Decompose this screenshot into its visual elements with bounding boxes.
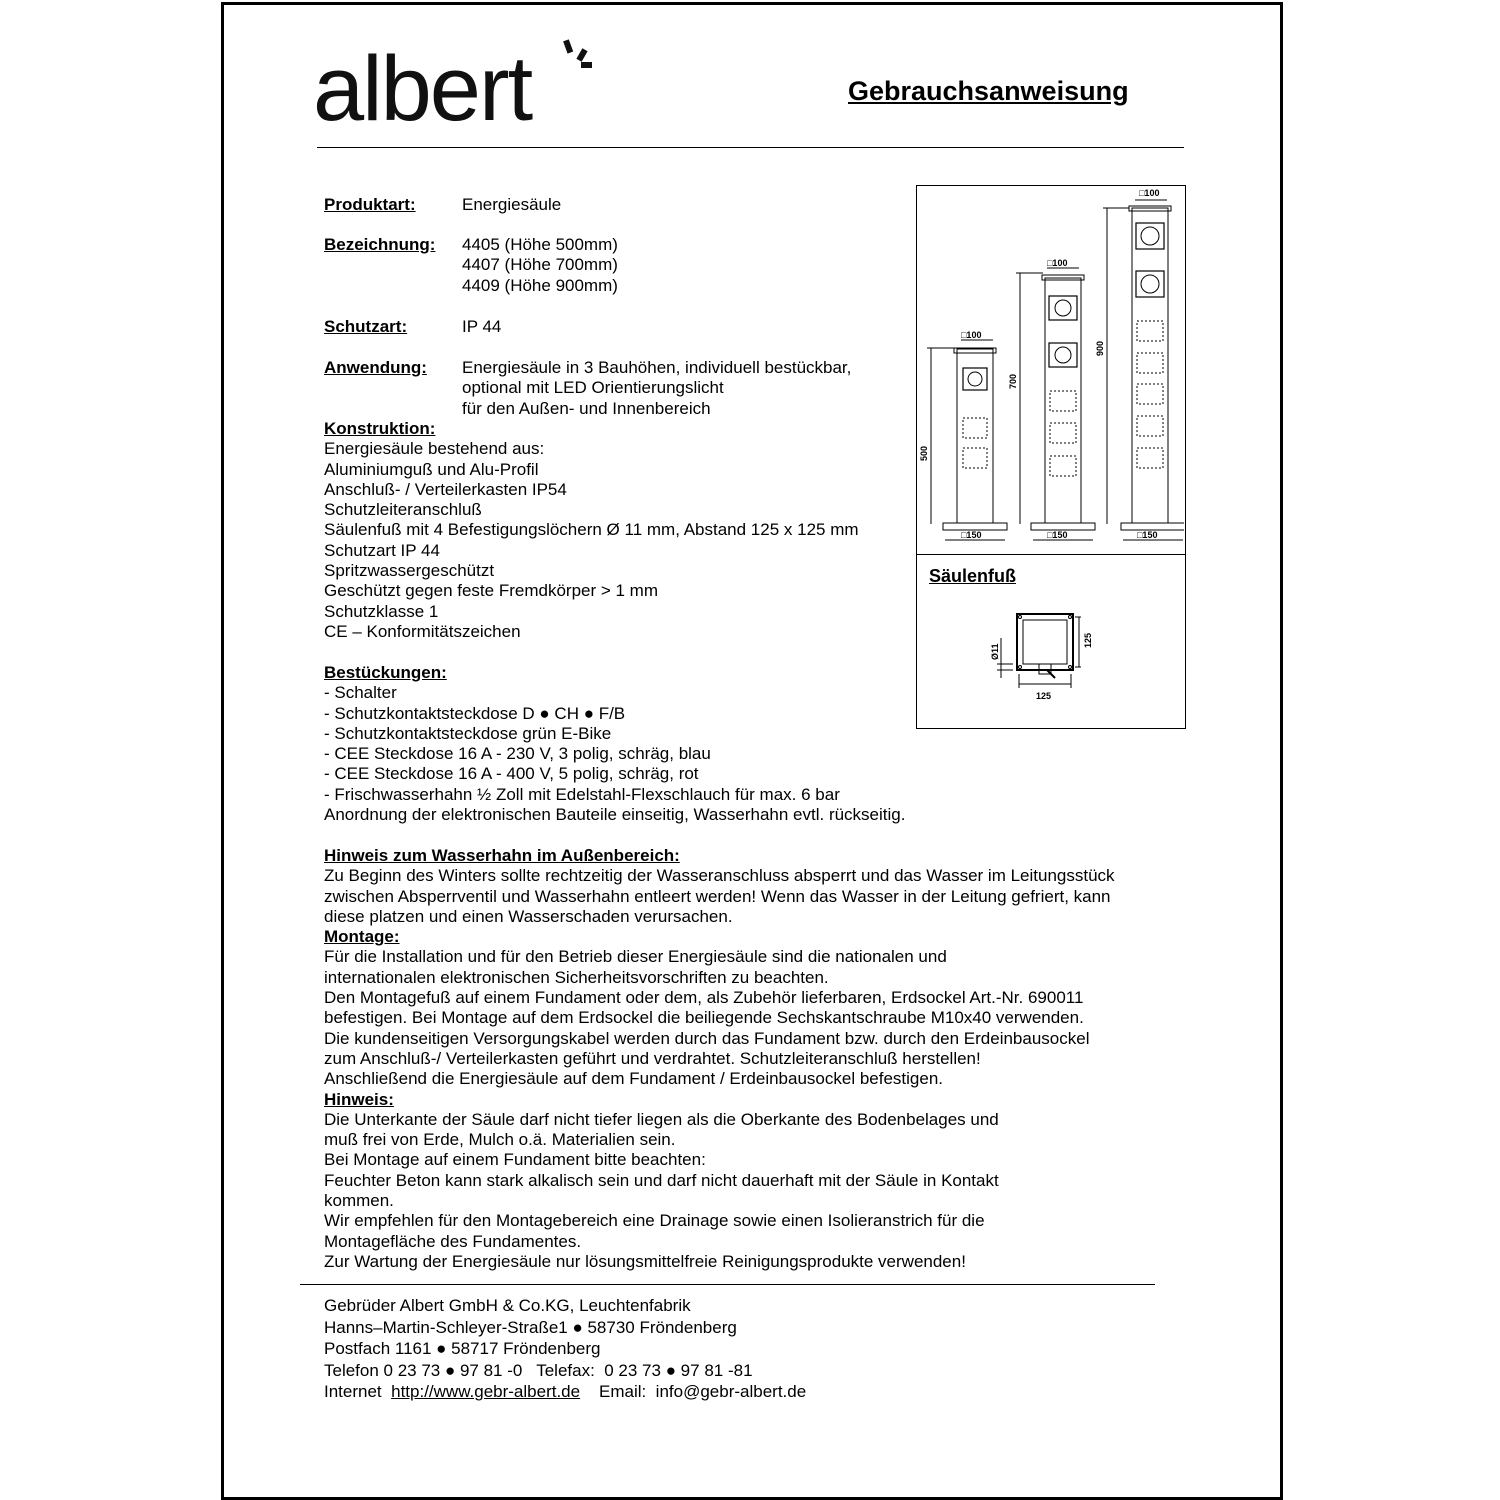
col2-base-label: □150 [1047, 530, 1068, 540]
hinweis-wasserhahn-line: zwischen Absperrventil und Wasserhahn entleert werden! Wenn das Wasser in der Leitung gefriert, kann [324, 886, 1111, 906]
logo-text: albert [313, 38, 532, 133]
hinweis-line: Feuchter Beton kann stark alkalisch sein und darf nicht dauerhaft mit der Säule in Kontakt [324, 1170, 999, 1190]
montage-line: internationalen elektronischen Sicherheitsvorschriften zu beachten. [324, 967, 829, 987]
footer-company: Gebrüder Albert GmbH & Co.KG, Leuchtenfabrik [324, 1296, 691, 1315]
montage-line: Anschließend die Energiesäule auf dem Fundament / Erdeinbausockel befestigen. [324, 1069, 943, 1089]
saeulenfuss-title: Säulenfuß [929, 566, 1017, 586]
col2-height-label: 700 [1008, 373, 1018, 389]
montage-line: befestigen. Bei Montage auf dem Erdsockel die beiliegende Sechskantschraube M10x40 verwenden. [324, 1008, 1084, 1028]
hinweis-line: kommen. [324, 1191, 394, 1211]
col3-top-label: □100 [1139, 188, 1160, 198]
konstruktion-line: Energiesäule bestehend aus: [324, 439, 545, 459]
hinweis-line: Montagefläche des Fundamentes. [324, 1231, 582, 1251]
konstruktion-section [324, 419, 859, 642]
col2-top-label: □100 [1047, 258, 1068, 268]
bestueckungen-line: Anordnung der elektronischen Bauteile einseitig, Wasserhahn evtl. rückseitig. [324, 805, 906, 825]
anwendung-label: Anwendung: [324, 358, 427, 377]
long-text-section [324, 846, 1115, 1272]
konstruktion-line: Säulenfuß mit 4 Befestigungslöchern Ø 11 mm, Abstand 125 x 125 mm [324, 520, 859, 540]
bestueckungen-line: - CEE Steckdose 16 A - 400 V, 5 polig, schräg, rot [324, 764, 699, 784]
bestueckungen-line: - Frischwasserhahn ½ Zoll mit Edelstahl-Flexschlauch für max. 6 bar [324, 784, 840, 804]
technical-drawing-box [916, 185, 1186, 729]
foot-plan-drawing [989, 608, 1109, 708]
col1-base-label: □150 [961, 530, 982, 540]
bestueckungen-heading: Bestückungen: [324, 663, 447, 682]
produktart-label: Produktart: [324, 195, 416, 214]
footer-email: Email: info@gebr-albert.de [599, 1382, 807, 1402]
bestueckungen-section [324, 663, 905, 825]
hinweis-line: Zur Wartung der Energiesäule nur lösungsmittelfreie Reinigungsprodukte verwenden! [324, 1251, 966, 1271]
hinweis-heading: Hinweis: [324, 1089, 394, 1109]
website-link[interactable]: http://www.gebr-albert.de [391, 1382, 581, 1402]
hinweis-line: muß frei von Erde, Mulch o.ä. Materialien sein. [324, 1130, 676, 1150]
konstruktion-line: CE – Konformitätszeichen [324, 621, 521, 641]
bestueckungen-line: - CEE Steckdose 16 A - 230 V, 3 polig, schräg, blau [324, 744, 711, 764]
bezeichnung-line: 4409 (Höhe 900mm) [462, 275, 618, 295]
anwendung-line: für den Außen- und Innenbereich [462, 398, 711, 418]
col3-height-label: 900 [1095, 340, 1105, 356]
hinweis-wasserhahn-line: Zu Beginn des Winters sollte rechtzeitig der Wasseranschluss absperrt und das Wasser im Leitungsstück [324, 866, 1115, 886]
albert-logo-graphic [313, 38, 603, 133]
foot-hole-label: Ø11 [990, 643, 1000, 660]
montage-line: zum Anschluß-/ Verteilerkasten geführt und verdrahtet. Schutzleiteranschluß herstellen! [324, 1048, 981, 1068]
header-rule [317, 147, 1184, 148]
konstruktion-line: Schutzleiteranschluß [324, 500, 482, 520]
hinweis-wasserhahn-heading: Hinweis zum Wasserhahn im Außenbereich: [324, 846, 680, 865]
footer-address: Hanns–Martin-Schleyer-Straße1 ● 58730 Fröndenberg [324, 1317, 737, 1337]
bezeichnung-label: Bezeichnung: [324, 235, 436, 254]
col1-height-label: 500 [919, 445, 929, 461]
konstruktion-line: Schutzklasse 1 [324, 601, 439, 621]
foot-bottom-label: 125 [1036, 691, 1052, 701]
konstruktion-line: Spritzwassergeschützt [324, 561, 495, 581]
bestueckungen-line: - Schutzkontaktsteckdose D ● CH ● F/B [324, 703, 626, 723]
hinweis-line: Die Unterkante der Säule darf nicht tiefer liegen als die Oberkante des Bodenbelages und [324, 1109, 999, 1129]
konstruktion-heading: Konstruktion: [324, 419, 436, 438]
anwendung-line: Energiesäule in 3 Bauhöhen, individuell bestückbar, [462, 358, 852, 377]
anwendung-line: optional mit LED Orientierungslicht [462, 378, 724, 398]
bezeichnung-line: 4405 (Höhe 500mm) [462, 235, 618, 254]
footer-postfach: Postfach 1161 ● 58717 Fröndenberg [324, 1339, 601, 1359]
footer-internet-label: Internet [324, 1382, 382, 1402]
montage-line: Den Montagefuß auf einem Fundament oder dem, als Zubehör lieferbaren, Erdsockel Art.-Nr. 690011 [324, 988, 1084, 1008]
column-elevation-drawing [917, 186, 1184, 552]
montage-line: Die kundenseitigen Versorgungskabel werden durch das Fundament bzw. durch den Erdeinbausockel [324, 1028, 1090, 1048]
montage-line: Für die Installation und für den Betrieb dieser Energiesäule sind die nationalen und [324, 947, 947, 967]
footer-internet-row [324, 1381, 806, 1403]
hinweis-wasserhahn-line: diese platzen und einen Wasserschaden verursachen. [324, 906, 733, 926]
montage-heading: Montage: [324, 927, 400, 947]
produktart-value: Energiesäule [462, 195, 562, 214]
bezeichnung-line: 4407 (Höhe 700mm) [462, 255, 618, 275]
bezeichnung-values [462, 235, 618, 296]
bestueckungen-line: - Schutzkontaktsteckdose grün E-Bike [324, 723, 612, 743]
col3-base-label: □150 [1137, 530, 1158, 540]
col1-top-label: □100 [961, 330, 982, 340]
schutzart-value: IP 44 [462, 317, 502, 336]
konstruktion-line: Schutzart IP 44 [324, 540, 440, 560]
konstruktion-line: Aluminiumguß und Alu-Profil [324, 459, 539, 479]
document-title: Gebrauchsanweisung [848, 76, 1129, 106]
foot-side-label: 125 [1083, 632, 1093, 648]
bestueckungen-line: - Schalter [324, 683, 397, 703]
footer [324, 1295, 806, 1403]
footer-phone: Telefon 0 23 73 ● 97 81 -0 Telefax: 0 23 73 ● 97 81 -81 [324, 1360, 753, 1380]
konstruktion-line: Geschützt gegen feste Fremdkörper > 1 mm [324, 581, 659, 601]
schutzart-label: Schutzart: [324, 317, 408, 336]
footer-rule [300, 1284, 1155, 1285]
hinweis-line: Bei Montage auf einem Fundament bitte beachten: [324, 1150, 706, 1170]
konstruktion-line: Anschluß- / Verteilerkasten IP54 [324, 479, 567, 499]
hinweis-line: Wir empfehlen für den Montagebereich eine Drainage sowie einen Isolieranstrich für die [324, 1211, 985, 1231]
anwendung-values [462, 358, 851, 419]
drawing-divider [917, 554, 1185, 555]
albert-logo [313, 38, 603, 138]
